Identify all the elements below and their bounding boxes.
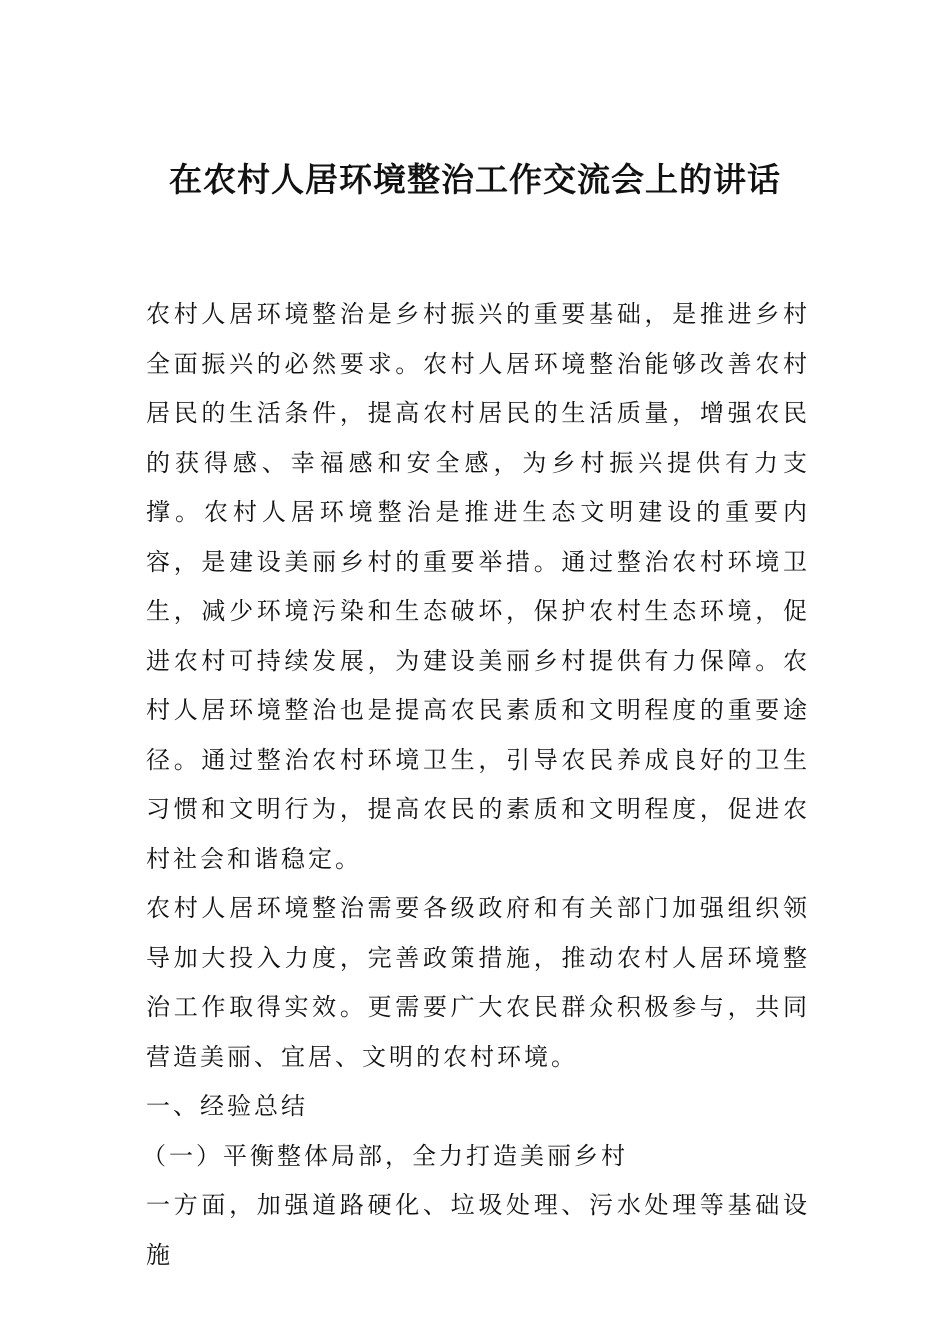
paragraph-last: 一方面，加强道路硬化、垃圾处理、污水处理等基础设施 [146,1191,810,1269]
section-heading: 一、经验总结 [146,1092,308,1120]
subsection-heading: （一）平衡整体局部，全力打造美丽乡村 [142,1141,628,1170]
paragraph-requirements: 农村人居环境整治需要各级政府和有关部门加强组织领导加大投入力度，完善政策措施，推动农村人居环境整治工作取得实效。更需要广大农民群众积极参与，共同营造美丽、宜居、文明的农村环境。 [146,894,810,1071]
paragraph-intro: 农村人居环境整治是乡村振兴的重要基础，是推进乡村全面振兴的必然要求。农村人居环境整治能够改善农村居民的生活条件，提高农村居民的生活质量，增强农民的获得感、幸福感和安全感，为乡村振兴提供有力支撑。农村人居环境整治是推进生态文明建设的重要内容，是建设美丽乡村的重要举措。通过整治农村环境卫生，减少环境污染和生态破坏，保护农村生态环境，促进农村可持续发展，为建设美丽乡村提供有力保障。农村人居环境整治也是提高农民素质和文明程度的重要途径。通过整治农村环境卫生，引导农民养成良好的卫生习惯和文明行为，提高农民的素质和文明程度，促进农村社会和谐稳定。 [146,300,810,873]
document-title: 在农村人居环境整治工作交流会上的讲话 [169,160,781,199]
document-body [142,290,810,1280]
